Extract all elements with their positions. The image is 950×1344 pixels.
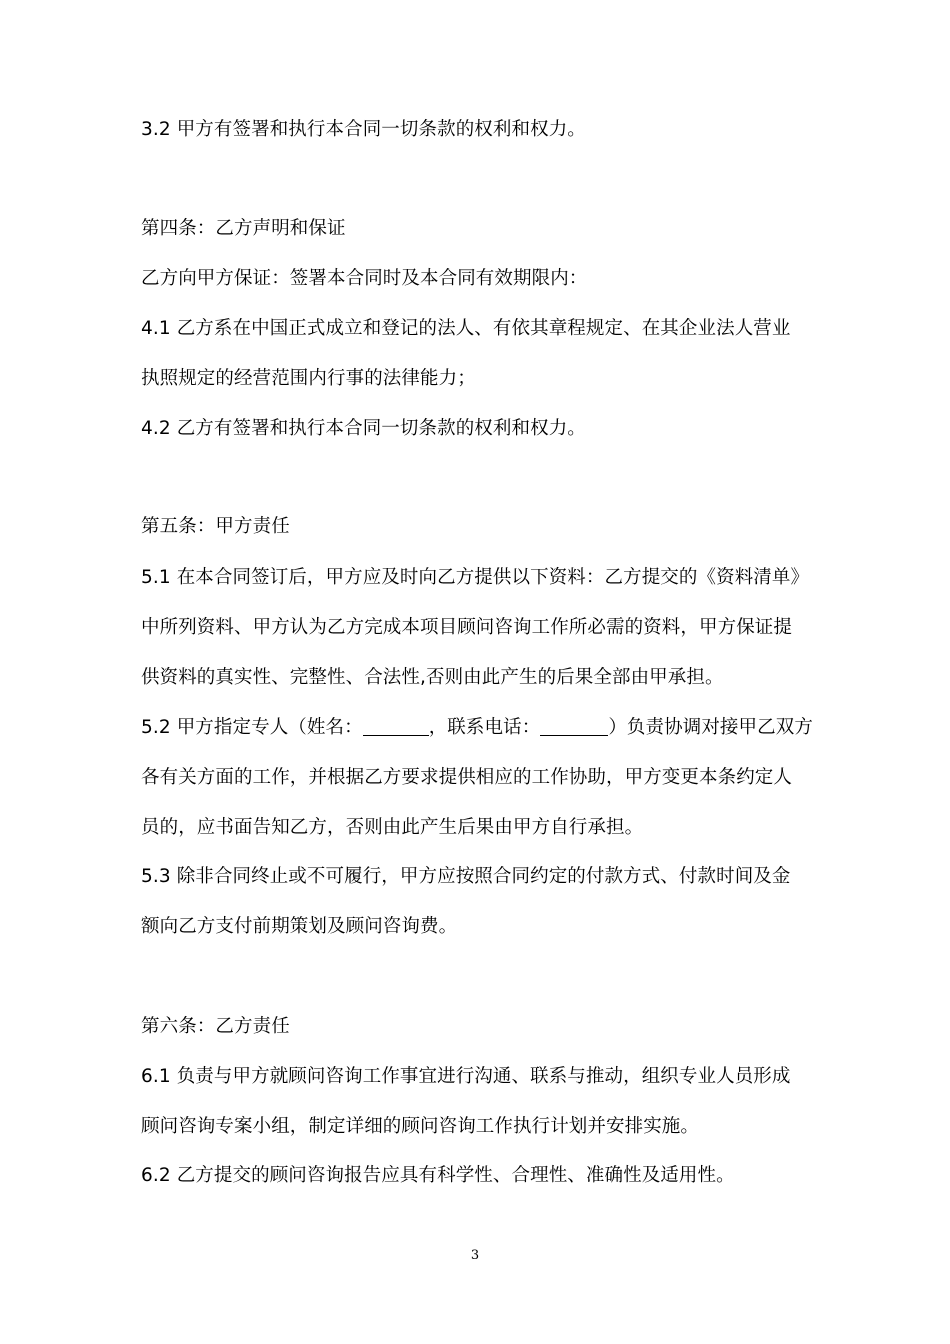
- clause-5-1-line-3: 供资料的真实性、完整性、合法性,否则由此产生的后果全部由甲承担。: [141, 667, 724, 688]
- clause-5-2-prefix: 5.2 甲方指定专人（姓名：: [141, 717, 363, 738]
- clause-5-2-suffix: ）负责协调对接甲乙双方: [608, 717, 813, 738]
- clause-3-2: 3.2 甲方有签署和执行本合同一切条款的权利和权力。: [141, 119, 586, 140]
- clause-4-2: 4.2 乙方有签署和执行本合同一切条款的权利和权力。: [141, 418, 586, 439]
- article-4-intro: 乙方向甲方保证：签署本合同时及本合同有效期限内：: [141, 268, 588, 289]
- article-4-heading: 第四条：乙方声明和保证: [141, 218, 346, 239]
- contact-phone-blank[interactable]: [540, 715, 608, 736]
- article-6-heading: 第六条：乙方责任: [141, 1016, 290, 1037]
- clause-4-1-line-2: 执照规定的经营范围内行事的法律能力；: [141, 368, 476, 389]
- clause-5-2-line-3: 员的，应书面告知乙方，否则由此产生后果由甲方自行承担。: [141, 817, 644, 838]
- clause-5-3-line-2: 额向乙方支付前期策划及顾问咨询费。: [141, 916, 458, 937]
- clause-5-1-line-2: 中所列资料、甲方认为乙方完成本项目顾问咨询工作所必需的资料，甲方保证提: [141, 617, 793, 638]
- clause-5-3-line-1: 5.3 除非合同终止或不可履行，甲方应按照合同约定的付款方式、付款时间及金: [141, 866, 791, 887]
- clause-6-1-line-1: 6.1 负责与甲方就顾问咨询工作事宜进行沟通、联系与推动，组织专业人员形成: [141, 1066, 791, 1087]
- contact-name-blank[interactable]: [363, 715, 429, 736]
- article-5-heading: 第五条：甲方责任: [141, 516, 290, 537]
- clause-6-1-line-2: 顾问咨询专案小组，制定详细的顾问咨询工作执行计划并安排实施。: [141, 1116, 700, 1137]
- clause-5-2-middle: ，联系电话：: [428, 717, 541, 738]
- clause-6-2: 6.2 乙方提交的顾问咨询报告应具有科学性、合理性、准确性及适用性。: [141, 1165, 735, 1186]
- clause-5-1-line-1: 5.1 在本合同签订后，甲方应及时向乙方提供以下资料：乙方提交的《资料清单》: [141, 567, 810, 588]
- clause-5-2-line-2: 各有关方面的工作，并根据乙方要求提供相应的工作协助，甲方变更本条约定人: [141, 767, 793, 788]
- clause-5-2-line-1: [141, 715, 821, 741]
- clause-4-1-line-1: 4.1 乙方系在中国正式成立和登记的法人、有依其章程规定、在其企业法人营业: [141, 318, 791, 339]
- page-number: 3: [470, 1248, 480, 1263]
